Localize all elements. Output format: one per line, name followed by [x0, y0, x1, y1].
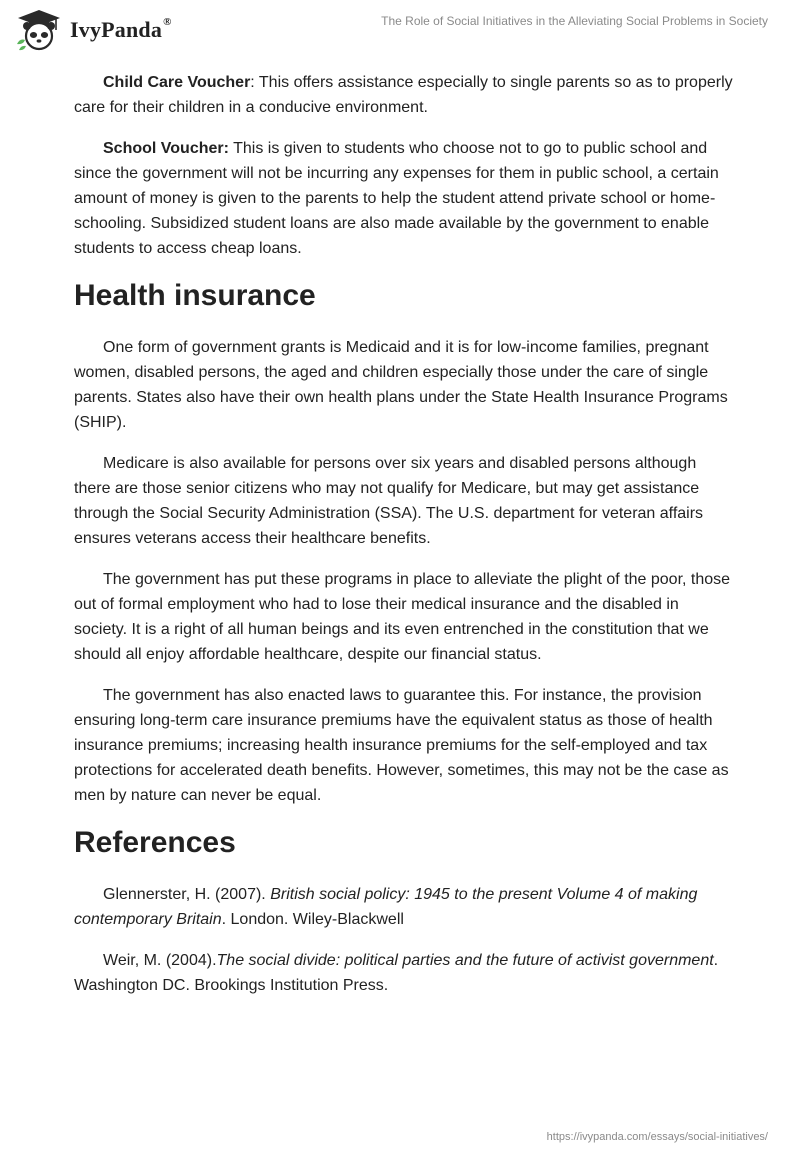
term-child-care-voucher: Child Care Voucher	[103, 74, 251, 91]
heading-references: References	[74, 826, 236, 859]
ivypanda-logo[interactable]	[14, 8, 172, 52]
paragraph: Medicare is also available for persons over six years and disabled persons although there are those senior citizens who may not qualify for Medicare, but may get assistance through the Social Security Administration (SSA). The U.S. department for veteran affairs ensures veterans access their healthcare benefits.	[74, 455, 704, 547]
paragraph: One form of government grants is Medicaid and it is for low-income families, pregnant women, disabled persons, the aged and children especially those under the care of single parents. States also have their own health plans under the State Health Insurance Programs (SHIP).	[74, 339, 728, 431]
footer-url[interactable]: https://ivypanda.com/essays/social-initiatives/	[546, 1131, 768, 1143]
reference-title: British social policy: 1945 to the present Volume 4 of making contemporary Britain	[74, 886, 698, 928]
paragraph-child-care-voucher: Child Care Voucher: This offers assistance especially to single parents so as to properly care for their children in a conducive environment.	[74, 74, 733, 116]
reference-item: Weir, M. (2004).The social divide: political parties and the future of activist government. Washington DC. Brookings Institution Press.	[74, 952, 719, 994]
reference-title: The social divide: political parties and the future of activist government	[216, 952, 714, 969]
panda-icon	[14, 8, 64, 52]
paragraph-school-voucher: School Voucher: This is given to students who choose not to go to public school and since the government will not be incurring any expenses for them in public school, a certain amount of money is given to the parents to help the student attend private school or home-schooling. Subsidized student loans are also made available by the government to enable students to access cheap loans.	[74, 140, 719, 257]
paragraph: The government has also enacted laws to guarantee this. For instance, the provision ensuring long-term care insurance premiums have the equivalent status as those of health insurance premiums; increasing health insurance premiums for the self-employed and tax protections for accelerated death benefits. However, sometimes, this may not be the case as men by nature can never be equal.	[74, 687, 729, 804]
heading-health-insurance: Health insurance	[74, 279, 316, 312]
reference-item: Glennerster, H. (2007). British social policy: 1945 to the present Volume 4 of making contemporary Britain. London. Wiley-Blackwell	[74, 886, 698, 928]
essay-body	[74, 70, 734, 1014]
brand-name: IvyPanda®	[70, 15, 172, 42]
term-school-voucher: School Voucher:	[103, 140, 229, 157]
page-header	[0, 0, 800, 60]
document-title: The Role of Social Initiatives in the Alleviating Social Problems in Society	[381, 14, 768, 28]
paragraph: The government has put these programs in place to alleviate the plight of the poor, those out of formal employment who had to lose their medical insurance and the disabled in society. It is a right of all human beings and its even entrenched in the constitution that we should all enjoy affordable healthcare, despite our financial status.	[74, 571, 731, 663]
